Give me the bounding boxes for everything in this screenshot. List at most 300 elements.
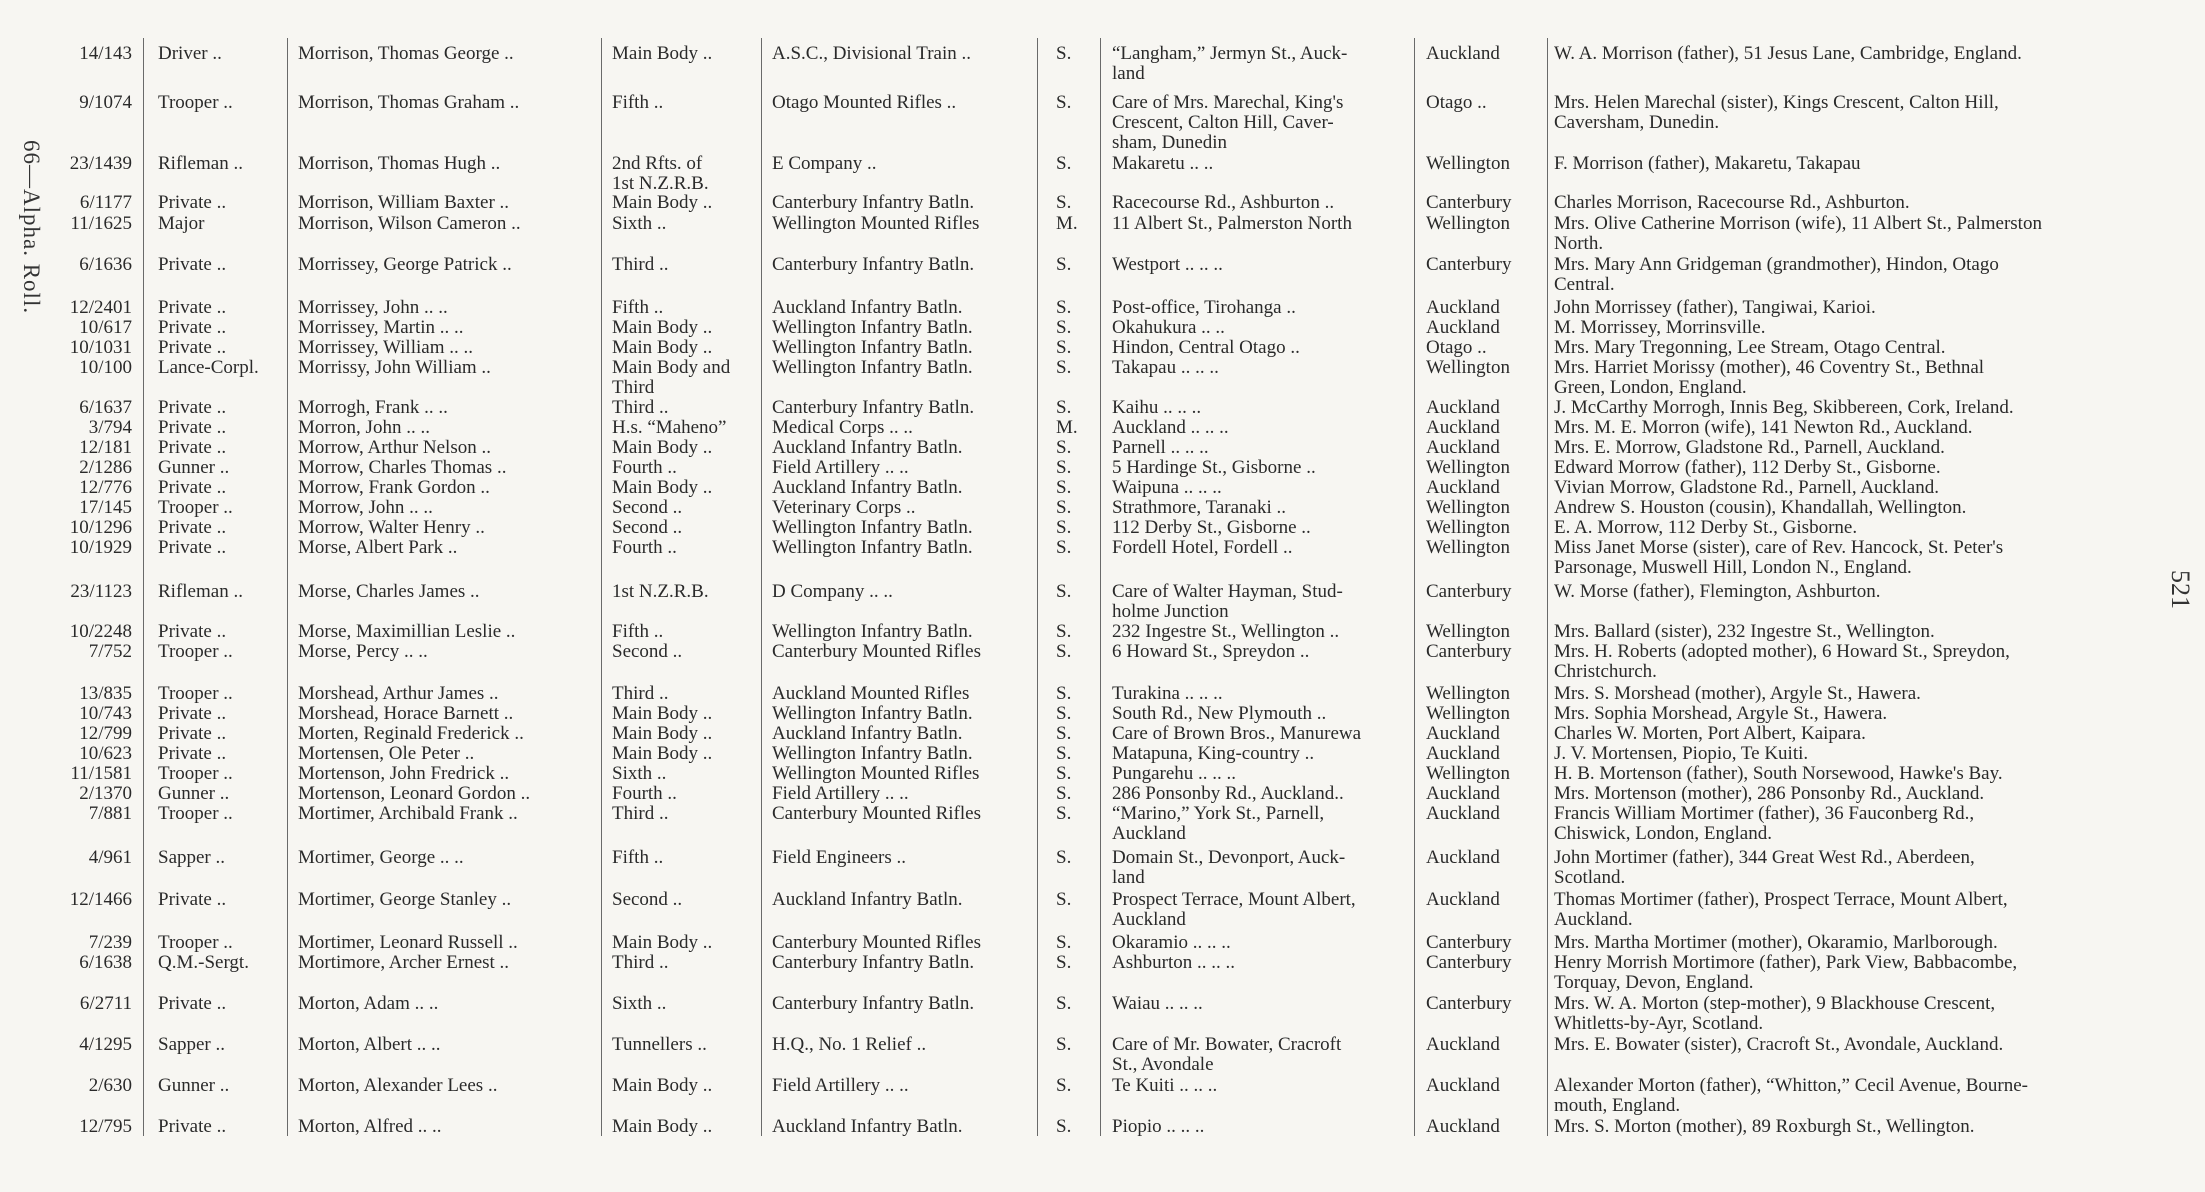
soldier-name-cell: Morton, Albert .. .. (298, 1034, 441, 1055)
soldier-name-cell: Morshead, Horace Barnett .. (298, 703, 514, 724)
next-of-kin-cell: Mrs. Mary Ann Gridgeman (grandmother), Hindon, Otago Central. (1554, 254, 1999, 295)
embarkation-cell: Main Body .. (612, 477, 713, 498)
address-cell: Ashburton .. .. .. (1112, 952, 1235, 973)
marital-status-cell: S. (1056, 297, 1072, 318)
regimental-number-cell: 23/1439 (69, 153, 132, 174)
embarkation-cell: Third .. (612, 254, 669, 275)
rank-cell: Rifleman .. (158, 153, 243, 174)
regimental-number-cell: 7/239 (88, 932, 132, 953)
regimental-number-cell: 6/2711 (79, 993, 132, 1014)
rank-cell: Private .. (158, 517, 227, 538)
rank-cell: Gunner .. (158, 783, 230, 804)
soldier-name-cell: Morrow, Charles Thomas .. (298, 457, 507, 478)
rank-cell: Private .. (158, 743, 227, 764)
next-of-kin-cell: Thomas Mortimer (father), Prospect Terrace, Mount Albert, Auckland. (1554, 889, 2008, 930)
regimental-number-cell: 7/881 (88, 803, 132, 824)
rank-cell: Private .. (158, 1116, 227, 1137)
marital-status-cell: S. (1056, 192, 1072, 213)
marital-status-cell: S. (1056, 437, 1072, 458)
next-of-kin-cell: J. V. Mortensen, Piopio, Te Kuiti. (1554, 743, 1809, 764)
marital-status-cell: S. (1056, 723, 1072, 744)
regimental-number-cell: 12/181 (79, 437, 132, 458)
marital-status-cell: S. (1056, 43, 1072, 64)
next-of-kin-cell: Andrew S. Houston (cousin), Khandallah, Wellington. (1554, 497, 1967, 518)
address-cell: Takapau .. .. .. (1112, 357, 1219, 378)
next-of-kin-cell: Charles W. Morten, Port Albert, Kaipara. (1554, 723, 1866, 744)
rank-cell: Private .. (158, 723, 227, 744)
marital-status-cell: M. (1056, 417, 1078, 438)
district-cell: Canterbury (1426, 254, 1512, 275)
marital-status-cell: S. (1056, 847, 1072, 868)
district-cell: Auckland (1426, 477, 1500, 498)
marital-status-cell: S. (1056, 581, 1072, 602)
district-cell: Wellington (1426, 537, 1510, 558)
address-cell: “Langham,” Jermyn St., Auck- land (1112, 43, 1348, 84)
next-of-kin-cell: Mrs. E. Morrow, Gladstone Rd., Parnell, Auckland. (1554, 437, 1945, 458)
address-cell: Care of Walter Hayman, Stud- holme Junction (1112, 581, 1343, 622)
unit-cell: Auckland Infantry Batln. (772, 723, 963, 744)
rank-cell: Private .. (158, 703, 227, 724)
regimental-number-cell: 10/1296 (69, 517, 132, 538)
next-of-kin-cell: H. B. Mortenson (father), South Norsewood, Hawke's Bay. (1554, 763, 2003, 784)
next-of-kin-cell: Mrs. Helen Marechal (sister), Kings Crescent, Calton Hill, Caversham, Dunedin. (1554, 92, 1999, 133)
district-cell: Auckland (1426, 43, 1500, 64)
soldier-name-cell: Mortenson, Leonard Gordon .. (298, 783, 531, 804)
soldier-name-cell: Morrissey, George Patrick .. (298, 254, 512, 275)
next-of-kin-cell: John Morrissey (father), Tangiwai, Karioi. (1554, 297, 1876, 318)
soldier-name-cell: Mortimer, George Stanley .. (298, 889, 512, 910)
next-of-kin-cell: Mrs. Mary Tregonning, Lee Stream, Otago Central. (1554, 337, 1946, 358)
regimental-number-cell: 10/623 (79, 743, 132, 764)
next-of-kin-cell: Mrs. W. A. Morton (step-mother), 9 Blackhouse Crescent, Whitletts-by-Ayr, Scotland. (1554, 993, 1996, 1034)
regimental-number-cell: 10/743 (79, 703, 132, 724)
next-of-kin-cell: W. A. Morrison (father), 51 Jesus Lane, Cambridge, England. (1554, 43, 2022, 64)
marital-status-cell: S. (1056, 803, 1072, 824)
district-cell: Auckland (1426, 417, 1500, 438)
soldier-name-cell: Morton, Adam .. .. (298, 993, 439, 1014)
rank-cell: Driver .. (158, 43, 222, 64)
marital-status-cell: S. (1056, 763, 1072, 784)
soldier-name-cell: Morron, John .. .. (298, 417, 430, 438)
marital-status-cell: S. (1056, 477, 1072, 498)
next-of-kin-cell: Mrs. Martha Mortimer (mother), Okaramio, Marlborough. (1554, 932, 1998, 953)
marital-status-cell: S. (1056, 932, 1072, 953)
address-cell: Care of Mrs. Marechal, King's Crescent, Calton Hill, Caver- sham, Dunedin (1112, 92, 1344, 153)
rank-cell: Private .. (158, 254, 227, 275)
rank-cell: Private .. (158, 477, 227, 498)
district-cell: Canterbury (1426, 192, 1512, 213)
district-cell: Wellington (1426, 621, 1510, 642)
soldier-name-cell: Morrissy, John William .. (298, 357, 491, 378)
district-cell: Auckland (1426, 397, 1500, 418)
embarkation-cell: Fifth .. (612, 847, 664, 868)
embarkation-cell: Main Body .. (612, 192, 713, 213)
embarkation-cell: Main Body .. (612, 1116, 713, 1137)
marital-status-cell: S. (1056, 317, 1072, 338)
rank-cell: Trooper .. (158, 932, 233, 953)
rank-cell: Private .. (158, 621, 227, 642)
unit-cell: Auckland Mounted Rifles (772, 683, 970, 704)
embarkation-cell: Main Body .. (612, 723, 713, 744)
rank-cell: Rifleman .. (158, 581, 243, 602)
marital-status-cell: S. (1056, 952, 1072, 973)
address-cell: Fordell Hotel, Fordell .. (1112, 537, 1293, 558)
soldier-name-cell: Morrison, William Baxter .. (298, 192, 510, 213)
marital-status-cell: S. (1056, 993, 1072, 1014)
page-number: 521 (2166, 570, 2195, 609)
next-of-kin-cell: Mrs. E. Bowater (sister), Cracroft St., Avondale, Auckland. (1554, 1034, 2004, 1055)
district-cell: Canterbury (1426, 952, 1512, 973)
regimental-number-cell: 6/1636 (79, 254, 132, 275)
embarkation-cell: Main Body .. (612, 43, 713, 64)
rank-cell: Gunner .. (158, 1075, 230, 1096)
rank-cell: Q.M.-Sergt. (158, 952, 249, 973)
soldier-name-cell: Morrison, Wilson Cameron .. (298, 213, 521, 234)
address-cell: Post-office, Tirohanga .. (1112, 297, 1296, 318)
embarkation-cell: Main Body .. (612, 932, 713, 953)
soldier-name-cell: Morshead, Arthur James .. (298, 683, 499, 704)
regimental-number-cell: 10/2248 (69, 621, 132, 642)
district-cell: Wellington (1426, 517, 1510, 538)
regimental-number-cell: 10/1031 (69, 337, 132, 358)
soldier-name-cell: Mortenson, John Fredrick .. (298, 763, 510, 784)
unit-cell: Auckland Infantry Batln. (772, 437, 963, 458)
regimental-number-cell: 7/752 (88, 641, 132, 662)
next-of-kin-cell: Mrs. Sophia Morshead, Argyle St., Hawera. (1554, 703, 1888, 724)
soldier-name-cell: Morse, Charles James .. (298, 581, 480, 602)
embarkation-cell: Second .. (612, 889, 683, 910)
marital-status-cell: M. (1056, 213, 1078, 234)
embarkation-cell: Fourth .. (612, 537, 677, 558)
unit-cell: Field Engineers .. (772, 847, 907, 868)
unit-cell: Auckland Infantry Batln. (772, 889, 963, 910)
district-cell: Auckland (1426, 889, 1500, 910)
embarkation-cell: Second .. (612, 517, 683, 538)
side-title: 66—Alpha. Roll. (19, 140, 44, 315)
district-cell: Auckland (1426, 437, 1500, 458)
next-of-kin-cell: Vivian Morrow, Gladstone Rd., Parnell, Auckland. (1554, 477, 1939, 498)
regimental-number-cell: 3/794 (88, 417, 132, 438)
embarkation-cell: 1st N.Z.R.B. (612, 581, 709, 602)
district-cell: Auckland (1426, 1034, 1500, 1055)
district-cell: Auckland (1426, 803, 1500, 824)
soldier-name-cell: Morten, Reginald Frederick .. (298, 723, 524, 744)
next-of-kin-cell: M. Morrissey, Morrinsville. (1554, 317, 1766, 338)
regimental-number-cell: 2/1370 (79, 783, 132, 804)
address-cell: Matapuna, King-country .. (1112, 743, 1315, 764)
embarkation-cell: Tunnellers .. (612, 1034, 707, 1055)
district-cell: Otago .. (1426, 337, 1487, 358)
district-cell: Otago .. (1426, 92, 1487, 113)
unit-cell: Canterbury Mounted Rifles (772, 932, 981, 953)
regimental-number-cell: 11/1625 (70, 213, 132, 234)
marital-status-cell: S. (1056, 641, 1072, 662)
regimental-number-cell: 10/1929 (69, 537, 132, 558)
next-of-kin-cell: Mrs. Olive Catherine Morrison (wife), 11 Albert St., Palmerston North. (1554, 213, 2042, 254)
unit-cell: Canterbury Infantry Batln. (772, 254, 975, 275)
address-cell: Care of Mr. Bowater, Cracroft St., Avondale (1112, 1034, 1342, 1075)
district-cell: Wellington (1426, 153, 1510, 174)
soldier-name-cell: Mortimer, Archibald Frank .. (298, 803, 518, 824)
next-of-kin-cell: Mrs. Mortenson (mother), 286 Ponsonby Rd., Auckland. (1554, 783, 1985, 804)
regimental-number-cell: 10/100 (79, 357, 132, 378)
regimental-number-cell: 2/1286 (79, 457, 132, 478)
embarkation-cell: Main Body .. (612, 337, 713, 358)
district-cell: Canterbury (1426, 641, 1512, 662)
embarkation-cell: Main Body .. (612, 703, 713, 724)
rank-cell: Private .. (158, 337, 227, 358)
embarkation-cell: Third .. (612, 683, 669, 704)
unit-cell: E Company .. (772, 153, 877, 174)
address-cell: Makaretu .. .. (1112, 153, 1214, 174)
rank-cell: Gunner .. (158, 457, 230, 478)
address-cell: Care of Brown Bros., Manurewa (1112, 723, 1362, 744)
next-of-kin-cell: Edward Morrow (father), 112 Derby St., Gisborne. (1554, 457, 1941, 478)
embarkation-cell: Fifth .. (612, 621, 664, 642)
address-cell: Hindon, Central Otago .. (1112, 337, 1300, 358)
regimental-number-cell: 13/835 (79, 683, 132, 704)
unit-cell: Wellington Mounted Rifles (772, 213, 980, 234)
district-cell: Auckland (1426, 847, 1500, 868)
unit-cell: D Company .. .. (772, 581, 893, 602)
rank-cell: Sapper .. (158, 847, 226, 868)
marital-status-cell: S. (1056, 92, 1072, 113)
address-cell: Prospect Terrace, Mount Albert, Auckland (1112, 889, 1356, 930)
rank-cell: Private .. (158, 192, 227, 213)
address-cell: Kaihu .. .. .. (1112, 397, 1202, 418)
marital-status-cell: S. (1056, 357, 1072, 378)
unit-cell: Wellington Infantry Batln. (772, 537, 973, 558)
unit-cell: Field Artillery .. .. (772, 457, 909, 478)
soldier-name-cell: Morrison, Thomas George .. (298, 43, 514, 64)
marital-status-cell: S. (1056, 397, 1072, 418)
soldier-name-cell: Morrow, Arthur Nelson .. (298, 437, 491, 458)
rank-cell: Lance-Corpl. (158, 357, 259, 378)
marital-status-cell: S. (1056, 1116, 1072, 1137)
district-cell: Wellington (1426, 703, 1510, 724)
address-cell: 6 Howard St., Spreydon .. (1112, 641, 1310, 662)
unit-cell: A.S.C., Divisional Train .. (772, 43, 972, 64)
district-cell: Auckland (1426, 1116, 1500, 1137)
address-cell: Turakina .. .. .. (1112, 683, 1223, 704)
unit-cell: Canterbury Infantry Batln. (772, 993, 975, 1014)
marital-status-cell: S. (1056, 889, 1072, 910)
embarkation-cell: Sixth .. (612, 763, 667, 784)
soldier-name-cell: Morrison, Thomas Graham .. (298, 92, 520, 113)
address-cell: Waiau .. .. .. (1112, 993, 1203, 1014)
address-cell: Okaramio .. .. .. (1112, 932, 1231, 953)
next-of-kin-cell: John Mortimer (father), 344 Great West Rd., Aberdeen, Scotland. (1554, 847, 1975, 888)
address-cell: 232 Ingestre St., Wellington .. (1112, 621, 1340, 642)
regimental-number-cell: 9/1074 (79, 92, 132, 113)
rank-cell: Private .. (158, 317, 227, 338)
soldier-name-cell: Morton, Alexander Lees .. (298, 1075, 498, 1096)
unit-cell: Wellington Infantry Batln. (772, 357, 973, 378)
soldier-name-cell: Morton, Alfred .. .. (298, 1116, 442, 1137)
address-cell: Pungarehu .. .. .. (1112, 763, 1237, 784)
rank-cell: Private .. (158, 397, 227, 418)
embarkation-cell: Sixth .. (612, 213, 667, 234)
district-cell: Canterbury (1426, 932, 1512, 953)
embarkation-cell: Main Body .. (612, 743, 713, 764)
embarkation-cell: Fifth .. (612, 297, 664, 318)
marital-status-cell: S. (1056, 621, 1072, 642)
soldier-name-cell: Morrogh, Frank .. .. (298, 397, 448, 418)
embarkation-cell: Third .. (612, 397, 669, 418)
next-of-kin-cell: E. A. Morrow, 112 Derby St., Gisborne. (1554, 517, 1858, 538)
marital-status-cell: S. (1056, 743, 1072, 764)
marital-status-cell: S. (1056, 783, 1072, 804)
unit-cell: Auckland Infantry Batln. (772, 297, 963, 318)
regimental-number-cell: 10/617 (79, 317, 132, 338)
next-of-kin-cell: F. Morrison (father), Makaretu, Takapau (1554, 153, 1861, 174)
marital-status-cell: S. (1056, 497, 1072, 518)
next-of-kin-cell: Henry Morrish Mortimore (father), Park View, Babbacombe, Torquay, Devon, England. (1554, 952, 2018, 993)
next-of-kin-cell: Miss Janet Morse (sister), care of Rev. Hancock, St. Peter's Parsonage, Muswell Hill, London N., England. (1554, 537, 2004, 578)
rank-cell: Trooper .. (158, 683, 233, 704)
embarkation-cell: 2nd Rfts. of 1st N.Z.R.B. (612, 153, 709, 194)
marital-status-cell: S. (1056, 254, 1072, 275)
soldier-name-cell: Morrow, Walter Henry .. (298, 517, 485, 538)
regimental-number-cell: 12/795 (79, 1116, 132, 1137)
address-cell: 286 Ponsonby Rd., Auckland.. (1112, 783, 1344, 804)
unit-cell: Canterbury Infantry Batln. (772, 397, 975, 418)
regimental-number-cell: 6/1637 (79, 397, 132, 418)
address-cell: Okahukura .. .. (1112, 317, 1225, 338)
unit-cell: Otago Mounted Rifles .. (772, 92, 957, 113)
unit-cell: H.Q., No. 1 Relief .. (772, 1034, 927, 1055)
embarkation-cell: Second .. (612, 641, 683, 662)
district-cell: Auckland (1426, 743, 1500, 764)
district-cell: Auckland (1426, 1075, 1500, 1096)
address-cell: Auckland .. .. .. (1112, 417, 1229, 438)
marital-status-cell: S. (1056, 1034, 1072, 1055)
next-of-kin-cell: W. Morse (father), Flemington, Ashburton. (1554, 581, 1881, 602)
embarkation-cell: H.s. “Maheno” (612, 417, 727, 438)
next-of-kin-cell: Mrs. Harriet Morissy (mother), 46 Coventry St., Bethnal Green, London, England. (1554, 357, 1985, 398)
marital-status-cell: S. (1056, 153, 1072, 174)
soldier-name-cell: Morrison, Thomas Hugh .. (298, 153, 501, 174)
soldier-name-cell: Morrissey, Martin .. .. (298, 317, 464, 338)
regimental-number-cell: 12/776 (79, 477, 132, 498)
address-cell: Domain St., Devonport, Auck- land (1112, 847, 1346, 888)
regimental-number-cell: 4/961 (88, 847, 132, 868)
marital-status-cell: S. (1056, 337, 1072, 358)
soldier-name-cell: Morse, Maximillian Leslie .. (298, 621, 516, 642)
embarkation-cell: Main Body .. (612, 437, 713, 458)
embarkation-cell: Fifth .. (612, 92, 664, 113)
next-of-kin-cell: Mrs. Ballard (sister), 232 Ingestre St., Wellington. (1554, 621, 1935, 642)
marital-status-cell: S. (1056, 457, 1072, 478)
address-cell: Te Kuiti .. .. .. (1112, 1075, 1218, 1096)
unit-cell: Wellington Infantry Batln. (772, 703, 973, 724)
unit-cell: Canterbury Infantry Batln. (772, 192, 975, 213)
unit-cell: Wellington Infantry Batln. (772, 621, 973, 642)
embarkation-cell: Third .. (612, 803, 669, 824)
district-cell: Wellington (1426, 213, 1510, 234)
soldier-name-cell: Morrissey, William .. .. (298, 337, 473, 358)
unit-cell: Wellington Infantry Batln. (772, 337, 973, 358)
unit-cell: Wellington Infantry Batln. (772, 743, 973, 764)
address-cell: South Rd., New Plymouth .. (1112, 703, 1327, 724)
regimental-number-cell: 12/799 (79, 723, 132, 744)
soldier-name-cell: Morrow, Frank Gordon .. (298, 477, 490, 498)
address-cell: 11 Albert St., Palmerston North (1112, 213, 1352, 234)
rank-cell: Private .. (158, 993, 227, 1014)
district-cell: Canterbury (1426, 581, 1512, 602)
embarkation-cell: Second .. (612, 497, 683, 518)
next-of-kin-cell: Mrs. M. E. Morron (wife), 141 Newton Rd., Auckland. (1554, 417, 1973, 438)
regimental-number-cell: 14/143 (79, 43, 132, 64)
embarkation-cell: Fourth .. (612, 457, 677, 478)
next-of-kin-cell: Alexander Morton (father), “Whitton,” Cecil Avenue, Bourne- mouth, England. (1554, 1075, 2028, 1116)
embarkation-cell: Main Body .. (612, 1075, 713, 1096)
next-of-kin-cell: Charles Morrison, Racecourse Rd., Ashburton. (1554, 192, 1910, 213)
next-of-kin-cell: Mrs. S. Morshead (mother), Argyle St., Hawera. (1554, 683, 1921, 704)
regimental-number-cell: 6/1638 (79, 952, 132, 973)
address-cell: Racecourse Rd., Ashburton .. (1112, 192, 1335, 213)
rank-cell: Private .. (158, 537, 227, 558)
embarkation-cell: Main Body .. (612, 317, 713, 338)
unit-cell: Wellington Infantry Batln. (772, 317, 973, 338)
address-cell: “Marino,” York St., Parnell, Auckland (1112, 803, 1325, 844)
unit-cell: Veterinary Corps .. (772, 497, 916, 518)
next-of-kin-cell: Francis William Mortimer (father), 36 Fauconberg Rd., Chiswick, London, England. (1554, 803, 1975, 844)
rank-cell: Private .. (158, 297, 227, 318)
embarkation-cell: Fourth .. (612, 783, 677, 804)
unit-cell: Auckland Infantry Batln. (772, 477, 963, 498)
soldier-name-cell: Mortimore, Archer Ernest .. (298, 952, 510, 973)
soldier-name-cell: Morrow, John .. .. (298, 497, 433, 518)
next-of-kin-cell: Mrs. S. Morton (mother), 89 Roxburgh St., Wellington. (1554, 1116, 1975, 1137)
regimental-number-cell: 12/2401 (69, 297, 132, 318)
next-of-kin-cell: Mrs. H. Roberts (adopted mother), 6 Howard St., Spreydon, Christchurch. (1554, 641, 2010, 682)
district-cell: Auckland (1426, 297, 1500, 318)
unit-cell: Wellington Mounted Rifles (772, 763, 980, 784)
regimental-number-cell: 11/1581 (70, 763, 132, 784)
district-cell: Wellington (1426, 457, 1510, 478)
soldier-name-cell: Mortensen, Ole Peter .. (298, 743, 475, 764)
address-cell: 112 Derby St., Gisborne .. (1112, 517, 1311, 538)
embarkation-cell: Main Body and Third (612, 357, 731, 398)
regimental-number-cell: 17/145 (79, 497, 132, 518)
unit-cell: Medical Corps .. .. (772, 417, 913, 438)
address-cell: Westport .. .. .. (1112, 254, 1223, 275)
rank-cell: Private .. (158, 417, 227, 438)
unit-cell: Auckland Infantry Batln. (772, 1116, 963, 1137)
address-cell: Piopio .. .. .. (1112, 1116, 1205, 1137)
district-cell: Wellington (1426, 763, 1510, 784)
soldier-name-cell: Morrissey, John .. .. (298, 297, 448, 318)
regimental-number-cell: 4/1295 (79, 1034, 132, 1055)
unit-cell: Canterbury Mounted Rifles (772, 641, 981, 662)
unit-cell: Canterbury Infantry Batln. (772, 952, 975, 973)
address-cell: 5 Hardinge St., Gisborne .. (1112, 457, 1316, 478)
unit-cell: Canterbury Mounted Rifles (772, 803, 981, 824)
district-cell: Wellington (1426, 683, 1510, 704)
embarkation-cell: Sixth .. (612, 993, 667, 1014)
unit-cell: Wellington Infantry Batln. (772, 517, 973, 538)
marital-status-cell: S. (1056, 703, 1072, 724)
rank-cell: Trooper .. (158, 763, 233, 784)
rank-cell: Major (158, 213, 205, 234)
district-cell: Auckland (1426, 783, 1500, 804)
marital-status-cell: S. (1056, 517, 1072, 538)
marital-status-cell: S. (1056, 683, 1072, 704)
rank-cell: Private .. (158, 889, 227, 910)
embarkation-cell: Third .. (612, 952, 669, 973)
soldier-name-cell: Morse, Percy .. .. (298, 641, 428, 662)
